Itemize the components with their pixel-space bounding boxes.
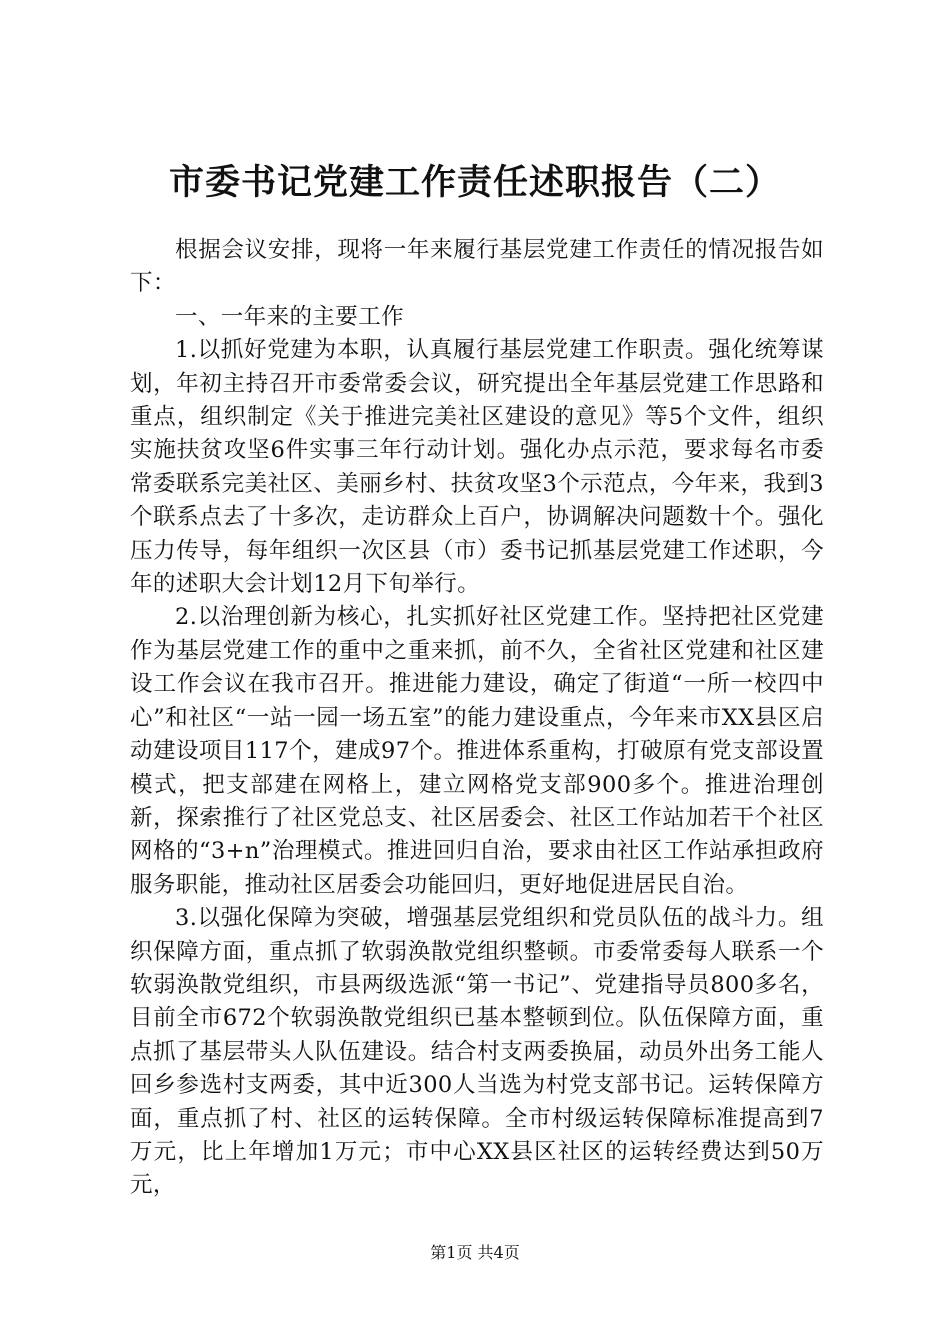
page-footer: 第1页 共4页: [430, 1243, 520, 1262]
document-body: [130, 234, 824, 1203]
paragraph-item-2: 2.以治理创新为核心，扎实抓好社区党建工作。坚持把社区党建作为基层党建工作的重中之重来抓，前不久，全省社区党建和社区建设工作会议在我市召开。推进能力建设，确定了街道“一所一校四中心”和社区“一站一园一场五室”的能力建设重点，今年来市XX县区启动建设项目117个，建成97个。推进体系重构，打破原有党支部设置模式，把支部建在网格上，建立网格党支部900多个。推进治理创新，探索推行了社区党总支、社区居委会、社区工作站加若干个社区网格的“3+n”治理模式。推进回归自治，要求由社区工作站承担政府服务职能，推动社区居委会功能回归，更好地促进居民自治。: [130, 604, 824, 898]
paragraph-item-3: 3.以强化保障为突破，增强基层党组织和党员队伍的战斗力。组织保障方面，重点抓了软弱涣散党组织整顿。市委常委每人联系一个软弱涣散党组织，市县两级选派“第一书记”、党建指导员800多名，目前全市672个软弱涣散党组织已基本整顿到位。队伍保障方面，重点抓了基层带头人队伍建设。结合村支两委换届，动员外出务工能人回乡参选村支两委，其中近300人当选为村党支部书记。运转保障方面，重点抓了村、社区的运转保障。全市村级运转保障标准提高到7万元，比上年增加1万元；市中心XX县区社区的运转经费达到50万元，: [130, 905, 824, 1199]
document-title: 市委书记党建工作责任述职报告（二）: [168, 162, 781, 203]
paragraph-item-1: 1.以抓好党建为本职，认真履行基层党建工作职责。强化统筹谋划，年初主持召开市委常委会议，研究提出全年基层党建工作思路和重点，组织制定《关于推进完美社区建设的意见》等5个文件，组织实施扶贫攻坚6件实事三年行动计划。强化办点示范，要求每名市委常委联系完美社区、美丽乡村、扶贫攻坚3个示范点，今年来，我到3个联系点去了十多次，走访群众上百户，协调解决问题数十个。强化压力传导，每年组织一次区县（市）委书记抓基层党建工作述职，今年的述职大会计划12月下旬举行。: [130, 337, 824, 598]
section-heading: 一、一年来的主要工作: [175, 303, 405, 330]
paragraph-intro: 根据会议安排，现将一年来履行基层党建工作责任的情况报告如下：: [130, 237, 824, 297]
